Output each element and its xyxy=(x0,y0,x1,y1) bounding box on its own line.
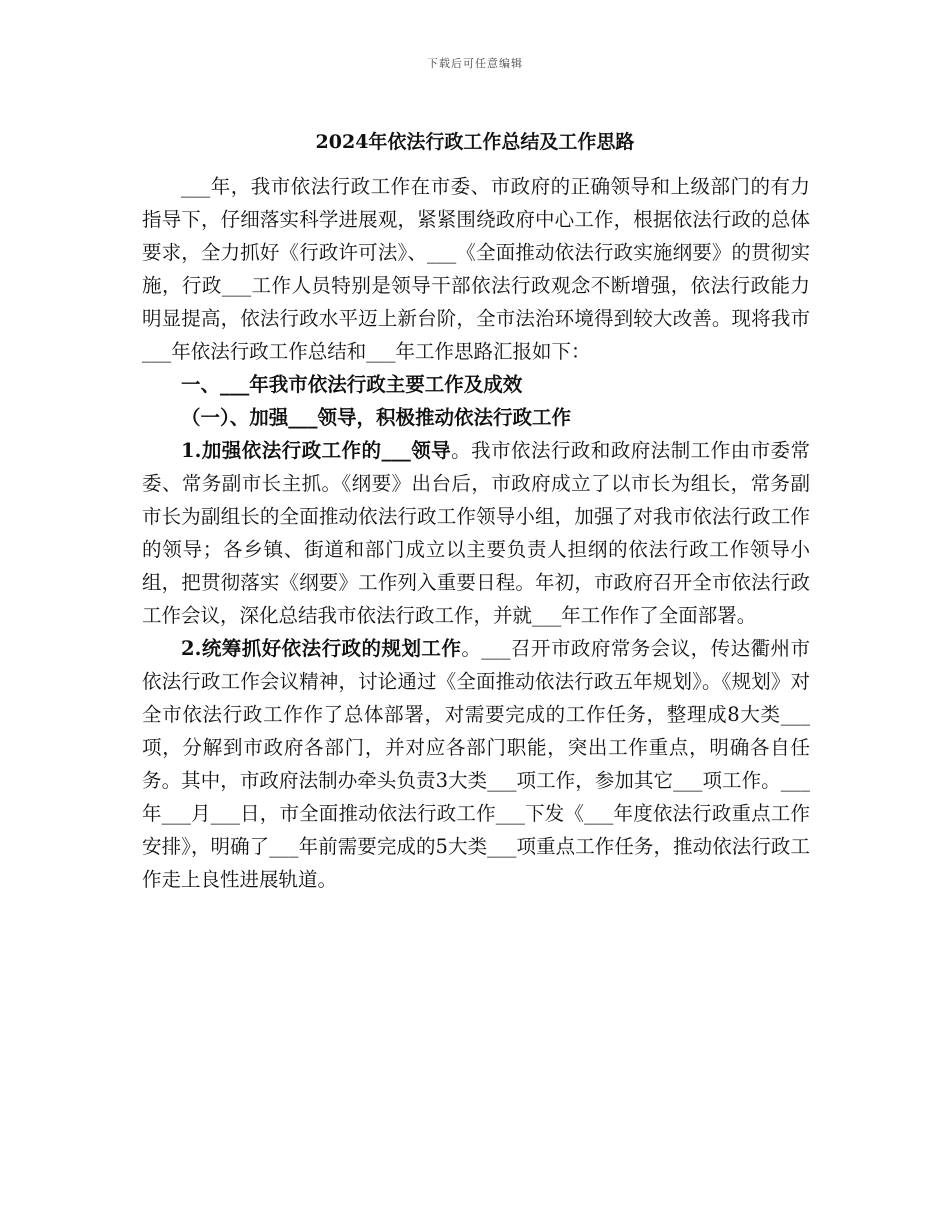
header-note: 下载后可任意编辑 xyxy=(427,57,523,70)
subsection-1-heading: （一）、加强___领导，积极推动依法行政工作 xyxy=(181,406,572,429)
section-1-heading: 一、___年我市依法行政主要工作及成效 xyxy=(181,373,523,396)
document-body xyxy=(142,170,810,896)
item-2-lead: 2.统筹抓好依法行政的规划工作 xyxy=(181,637,462,660)
document-title: 2024年依法行政工作总结及工作思路 xyxy=(315,131,635,153)
item-2-text: 。___召开市政府常务会议，传达衢州市依法行政工作会议精神，讨论通过《全面推动依法行政五年规划》。《规划》对全市依法行政工作作了总体部署，对需要完成的工作任务，整理成8大类___项，分解到市政府各部门，并对应各部门职能，突出工作重点，明确各自任务。其中，市政府法制办牵头负责3大类___项工作，参加其它___项工作。___年___月___日，市全面推动依法行政工作___下发《___年度依法行政重点工作安排》，明确了___年前需要完成的5大类___项重点工作任务，推动依法行政工作走上良性进展轨道。 xyxy=(142,637,810,891)
item-1-text: 。我市依法行政和政府法制工作由市委常委、常务副市长主抓。《纲要》出台后，市政府成立了以市长为组长，常务副市长为副组长的全面推动依法行政工作领导小组，加强了对我市依法行政工作的领导；各乡镇、街道和部门成立以主要负责人担纲的依法行政工作领导小组，把贯彻落实《纲要》工作列入重要日程。年初，市政府召开全市依法行政工作会议，深化总结我市依法行政工作，并就___年工作作了全面部署。 xyxy=(142,439,810,627)
intro-paragraph: ___年，我市依法行政工作在市委、市政府的正确领导和上级部门的有力指导下，仔细落实科学进展观，紧紧围绕政府中心工作，根据依法行政的总体要求，全力抓好《行政许可法》、___《全面推动依法行政实施纲要》的贯彻实施，行政___工作人员特别是领导干部依法行政观念不断增强，依法行政能力明显提高，依法行政水平迈上新台阶，全市法治环境得到较大改善。现将我市___年依法行政工作总结和___年工作思路汇报如下： xyxy=(142,175,810,363)
item-1-paragraph xyxy=(142,434,810,632)
item-2-paragraph xyxy=(142,632,810,896)
item-1-lead: 1.加强依法行政工作的___领导 xyxy=(181,439,452,462)
